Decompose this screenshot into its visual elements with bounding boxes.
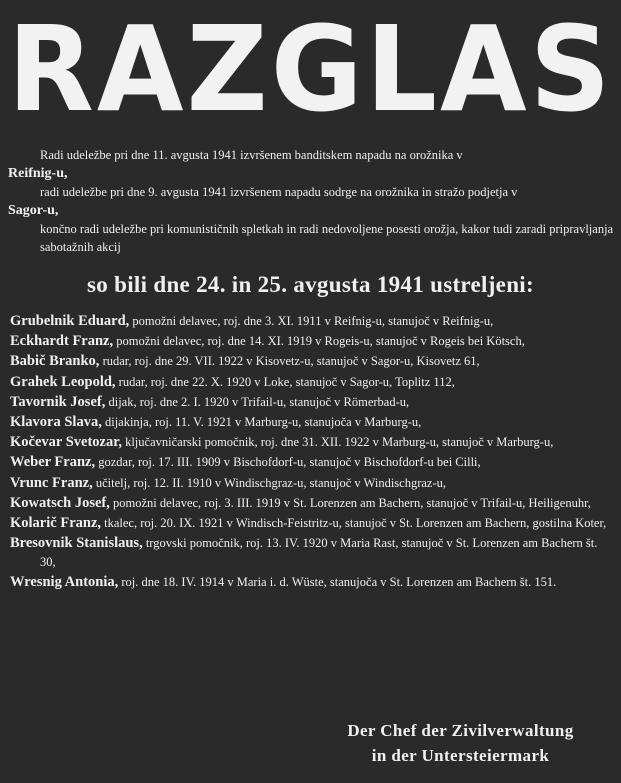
list-item [10, 312, 614, 331]
list-item [10, 494, 614, 513]
person-name: Bresovnik Stanislaus, [10, 535, 143, 552]
person-details: pomožni delavec, roj. dne 14. XI. 1919 v Rogeis-u, stanujoč v Rogeis bei Kötsch, [116, 334, 525, 349]
list-item [10, 373, 614, 392]
list-item [10, 433, 614, 452]
person-name: Wresnig Antonia, [10, 574, 119, 591]
person-details: dijakinja, roj. 11. V. 1921 v Marburg-u, stanujoča v Marburg-u, [104, 414, 422, 429]
subheading: so bili dne 24. in 25. avgusta 1941 ustreljeni: [87, 272, 534, 297]
person-name: Eckhardt Franz, [10, 333, 114, 350]
list-item [10, 453, 614, 472]
executed-list [10, 312, 614, 593]
person-name: Klavora Slava, [10, 413, 102, 430]
person-name: Vrunc Franz, [10, 474, 93, 491]
person-name: Babič Branko, [10, 353, 100, 370]
list-item [10, 413, 614, 432]
person-name: Grubelnik Eduard, [10, 313, 130, 329]
person-details: dijak, roj. dne 2. I. 1920 v Trifail-u, stanujoč v Römerbad-u, [108, 394, 410, 409]
person-name: Kočevar Svetozar, [10, 434, 122, 451]
person-details: tkalec, roj. 20. IX. 1921 v Windisch-Feistritz-u, stanujoč v St. Lorenzen am Bachern, gostilna Koter, [104, 515, 607, 530]
intro-line-2: radi udeležbe pri dne 9. avgusta 1941 izvršenem napadu sodrge na orožnika in stražo podjetja v [40, 185, 518, 199]
signature-line-2: in der Untersteiermark [371, 746, 550, 765]
intro-place-1: Reifnig-u, [8, 166, 68, 181]
list-item [10, 393, 614, 412]
person-name: Kowatsch Josef, [10, 494, 110, 511]
person-name: Grahek Leopold, [10, 373, 116, 390]
list-item [10, 514, 614, 533]
person-details: učitelj, roj. 12. II. 1910 v Windischgraz-u, stanujoč v Windischgraz-u, [95, 475, 447, 490]
person-details: roj. dne 18. IV. 1914 v Maria i. d. Wüste, stanujoča v St. Lorenzen am Bachern št. 151. [121, 575, 557, 590]
signature-block [300, 718, 621, 768]
person-details: gozdar, roj. 17. III. 1909 v Bischofdorf-u, stanujoč v Bischofdorf-u bei Cilli, [98, 455, 481, 470]
intro-line-3: končno radi udeležbe pri komunističnih spletkah in radi nedovoljene posesti orožja, kakor tudi zaradi pripravljanja sabotažnih akcij [40, 222, 614, 254]
signature-line-1: Der Chef der Zivilverwaltung [347, 721, 574, 740]
intro-line-1: Radi udeležbe pri dne 11. avgusta 1941 izvršenem banditskem napadu na orožnika v [40, 148, 463, 162]
person-details: pomožni delavec, roj. dne 3. XI. 1911 v Reifnig-u, stanujoč v Reifnig-u, [132, 314, 494, 328]
person-details: rudar, roj. dne 29. VII. 1922 v Kisovetz-u, stanujoč v Sagor-u, Kisovetz 61, [102, 354, 480, 369]
intro-text [8, 146, 614, 256]
person-details: rudar, roj. dne 22. X. 1920 v Loke, stanujoč v Sagor-u, Toplitz 112, [118, 374, 455, 389]
person-name: Tavornik Josef, [10, 393, 106, 410]
intro-place-2: Sagor-u, [8, 203, 59, 218]
person-name: Weber Franz, [10, 454, 96, 471]
person-details: trgovski pomočnik, roj. 13. IV. 1920 v Maria Rast, stanujoč v St. Lorenzen am Bachern št. 30, [40, 536, 598, 570]
list-item [10, 332, 614, 351]
list-item [10, 534, 614, 572]
person-details: pomožni delavec, roj. 3. III. 1919 v St. Lorenzen am Bachern, stanujoč v Trifail-u, Heiligenuhr, [113, 495, 591, 510]
person-name: Kolarič Franz, [10, 514, 102, 531]
list-item [10, 352, 614, 371]
list-item [10, 474, 614, 493]
person-details: ključavničarski pomočnik, roj. dne 31. XII. 1922 v Marburg-u, stanujoč v Marburg-u, [125, 435, 554, 450]
poster-title: RAZGLAS [7, 1, 614, 139]
list-item [10, 573, 614, 592]
